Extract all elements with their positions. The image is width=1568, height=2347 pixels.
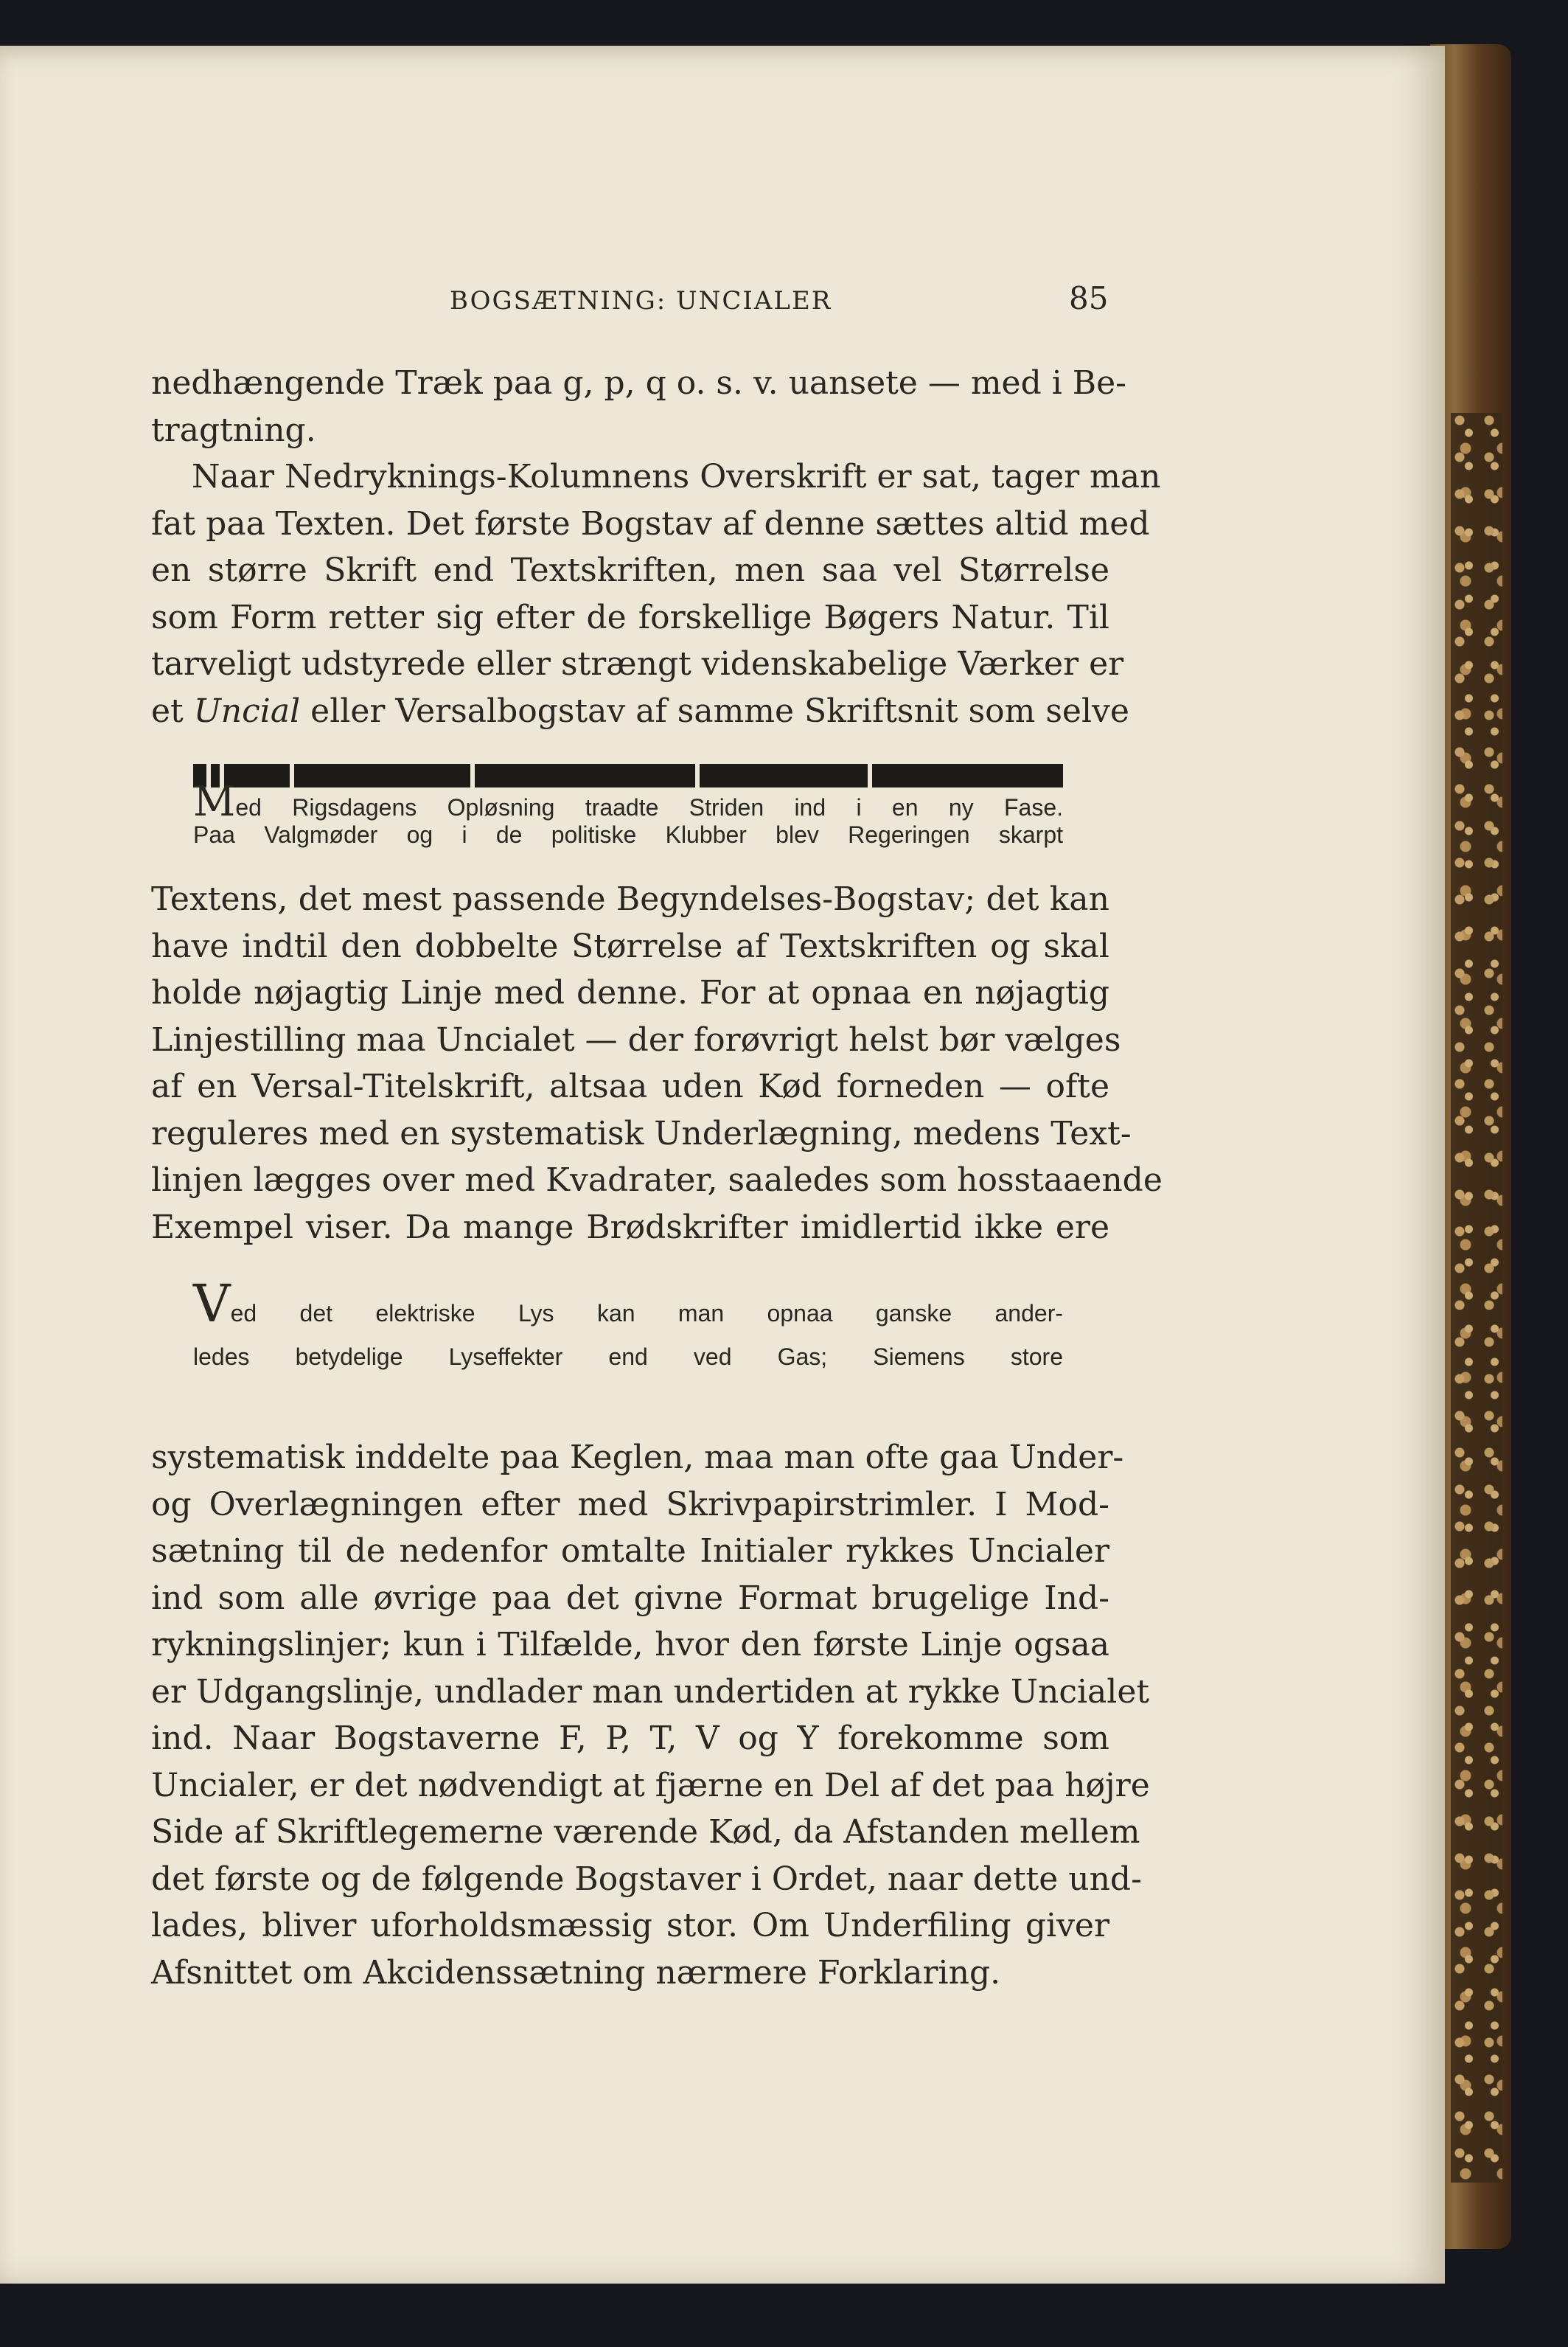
uncial-initial: M (193, 778, 236, 826)
text-line: et Uncial eller Versalbogstav af samme Skriftsnit som selve (151, 692, 1129, 730)
text-line: nedhængende Træk paa g, p, q o. s. v. uansete — med i Be- (151, 364, 1127, 402)
quad-rule (193, 764, 1063, 787)
text-line: rykningslinjer; kun i Tilfælde, hvor den første Linje ogsaa (151, 1626, 1109, 1663)
text-line: systematisk inddelte paa Keglen, maa man ofte gaa Under- (151, 1439, 1124, 1476)
text-line: fat paa Texten. Det første Bogstav af denne sættes altid med (151, 504, 1150, 543)
text-line: Uncialer, er det nødvendigt at fjærne en Del af det paa højre (151, 1766, 1150, 1804)
text-line: en større Skrift end Textskriften, men saa vel Størrelse (151, 552, 1109, 589)
example-uncial-v (193, 1273, 1063, 1379)
text-line: Naar Nedryknings-Kolumnens Overskrift er sat, tager man (192, 458, 1161, 496)
text-line: som Form retter sig efter de forskellige Bøgers Natur. Til (151, 598, 1109, 636)
example-line (193, 778, 1063, 826)
text-line: reguleres med en systematisk Underlægning, medens Text- (151, 1114, 1132, 1152)
italic-word: Uncial (193, 692, 301, 730)
text-line: det første og de følgende Bogstaver i Ordet, naar dette und- (151, 1860, 1142, 1898)
running-head: BOGSÆTNING: UNCIALER (450, 286, 832, 316)
example-text: ed Rigsdagens Opløsning traadte Striden ind i en ny Fase. (235, 794, 1063, 821)
text-line: ind som alle øvrige paa det givne Format brugelige Ind- (151, 1579, 1109, 1617)
example-uncial-m (193, 778, 1063, 851)
text-line: tragtning. (151, 411, 316, 449)
text-line: ind. Naar Bogstaverne F, P, T, V og Y forekomme som (151, 1720, 1109, 1757)
example-text: ed det elektriske Lys kan man opnaa ganske ander- (230, 1300, 1063, 1327)
text-line: og Overlægningen efter med Skrivpapirstrimler. I Mod- (151, 1485, 1109, 1523)
text-line: have indtil den dobbelte Størrelse af Textskriften og skal (151, 927, 1109, 965)
text-line: Exempel viser. Da mange Brødskrifter imidlertid ikke ere (151, 1208, 1109, 1246)
text-line: tarveligt udstyrede eller strængt videnskabelige Værker er (151, 645, 1124, 683)
example-line: ledes betydelige Lyseffekter end ved Gas; Siemens store (193, 1343, 1063, 1370)
page-number: 85 (1069, 280, 1109, 316)
paragraph-4 (151, 1434, 1150, 1996)
example-line (193, 1273, 1063, 1335)
paragraph-2 (151, 453, 1161, 734)
text-line: holde nøjagtig Linje med denne. For at opnaa en nøjagtig (151, 974, 1109, 1012)
example-line: Paa Valgmøder og i de politiske Klubber blev Regeringen skarpt (193, 821, 1063, 848)
text-line: Afsnittet om Akcidenssætning nærmere Forklaring. (151, 1953, 1001, 1992)
uncial-initial: V (193, 1273, 231, 1334)
marbled-cover (1451, 413, 1502, 2183)
text-line: Textens, det mest passende Begyndelses-Bogstav; det kan (151, 880, 1109, 918)
text-line: lades, bliver uforholdsmæssig stor. Om Underfiling giver (151, 1907, 1109, 1944)
text-line: af en Versal-Titelskrift, altsaa uden Kød forneden — ofte (151, 1068, 1109, 1105)
text-line: Linjestilling maa Uncialet — der forøvrigt helst bør vælges (151, 1020, 1121, 1059)
text-line: sætning til de nedenfor omtalte Initialer rykkes Uncialer (151, 1532, 1109, 1570)
paragraph-1 (151, 360, 1127, 453)
text-line: linjen lægges over med Kvadrater, saaledes som hosstaaende (151, 1161, 1163, 1199)
paragraph-3 (151, 876, 1163, 1251)
text-line: Side af Skriftlegemerne værende Kød, da Afstanden mellem (151, 1813, 1140, 1851)
text-line: er Udgangslinje, undlader man undertiden at rykke Uncialet (151, 1672, 1150, 1711)
